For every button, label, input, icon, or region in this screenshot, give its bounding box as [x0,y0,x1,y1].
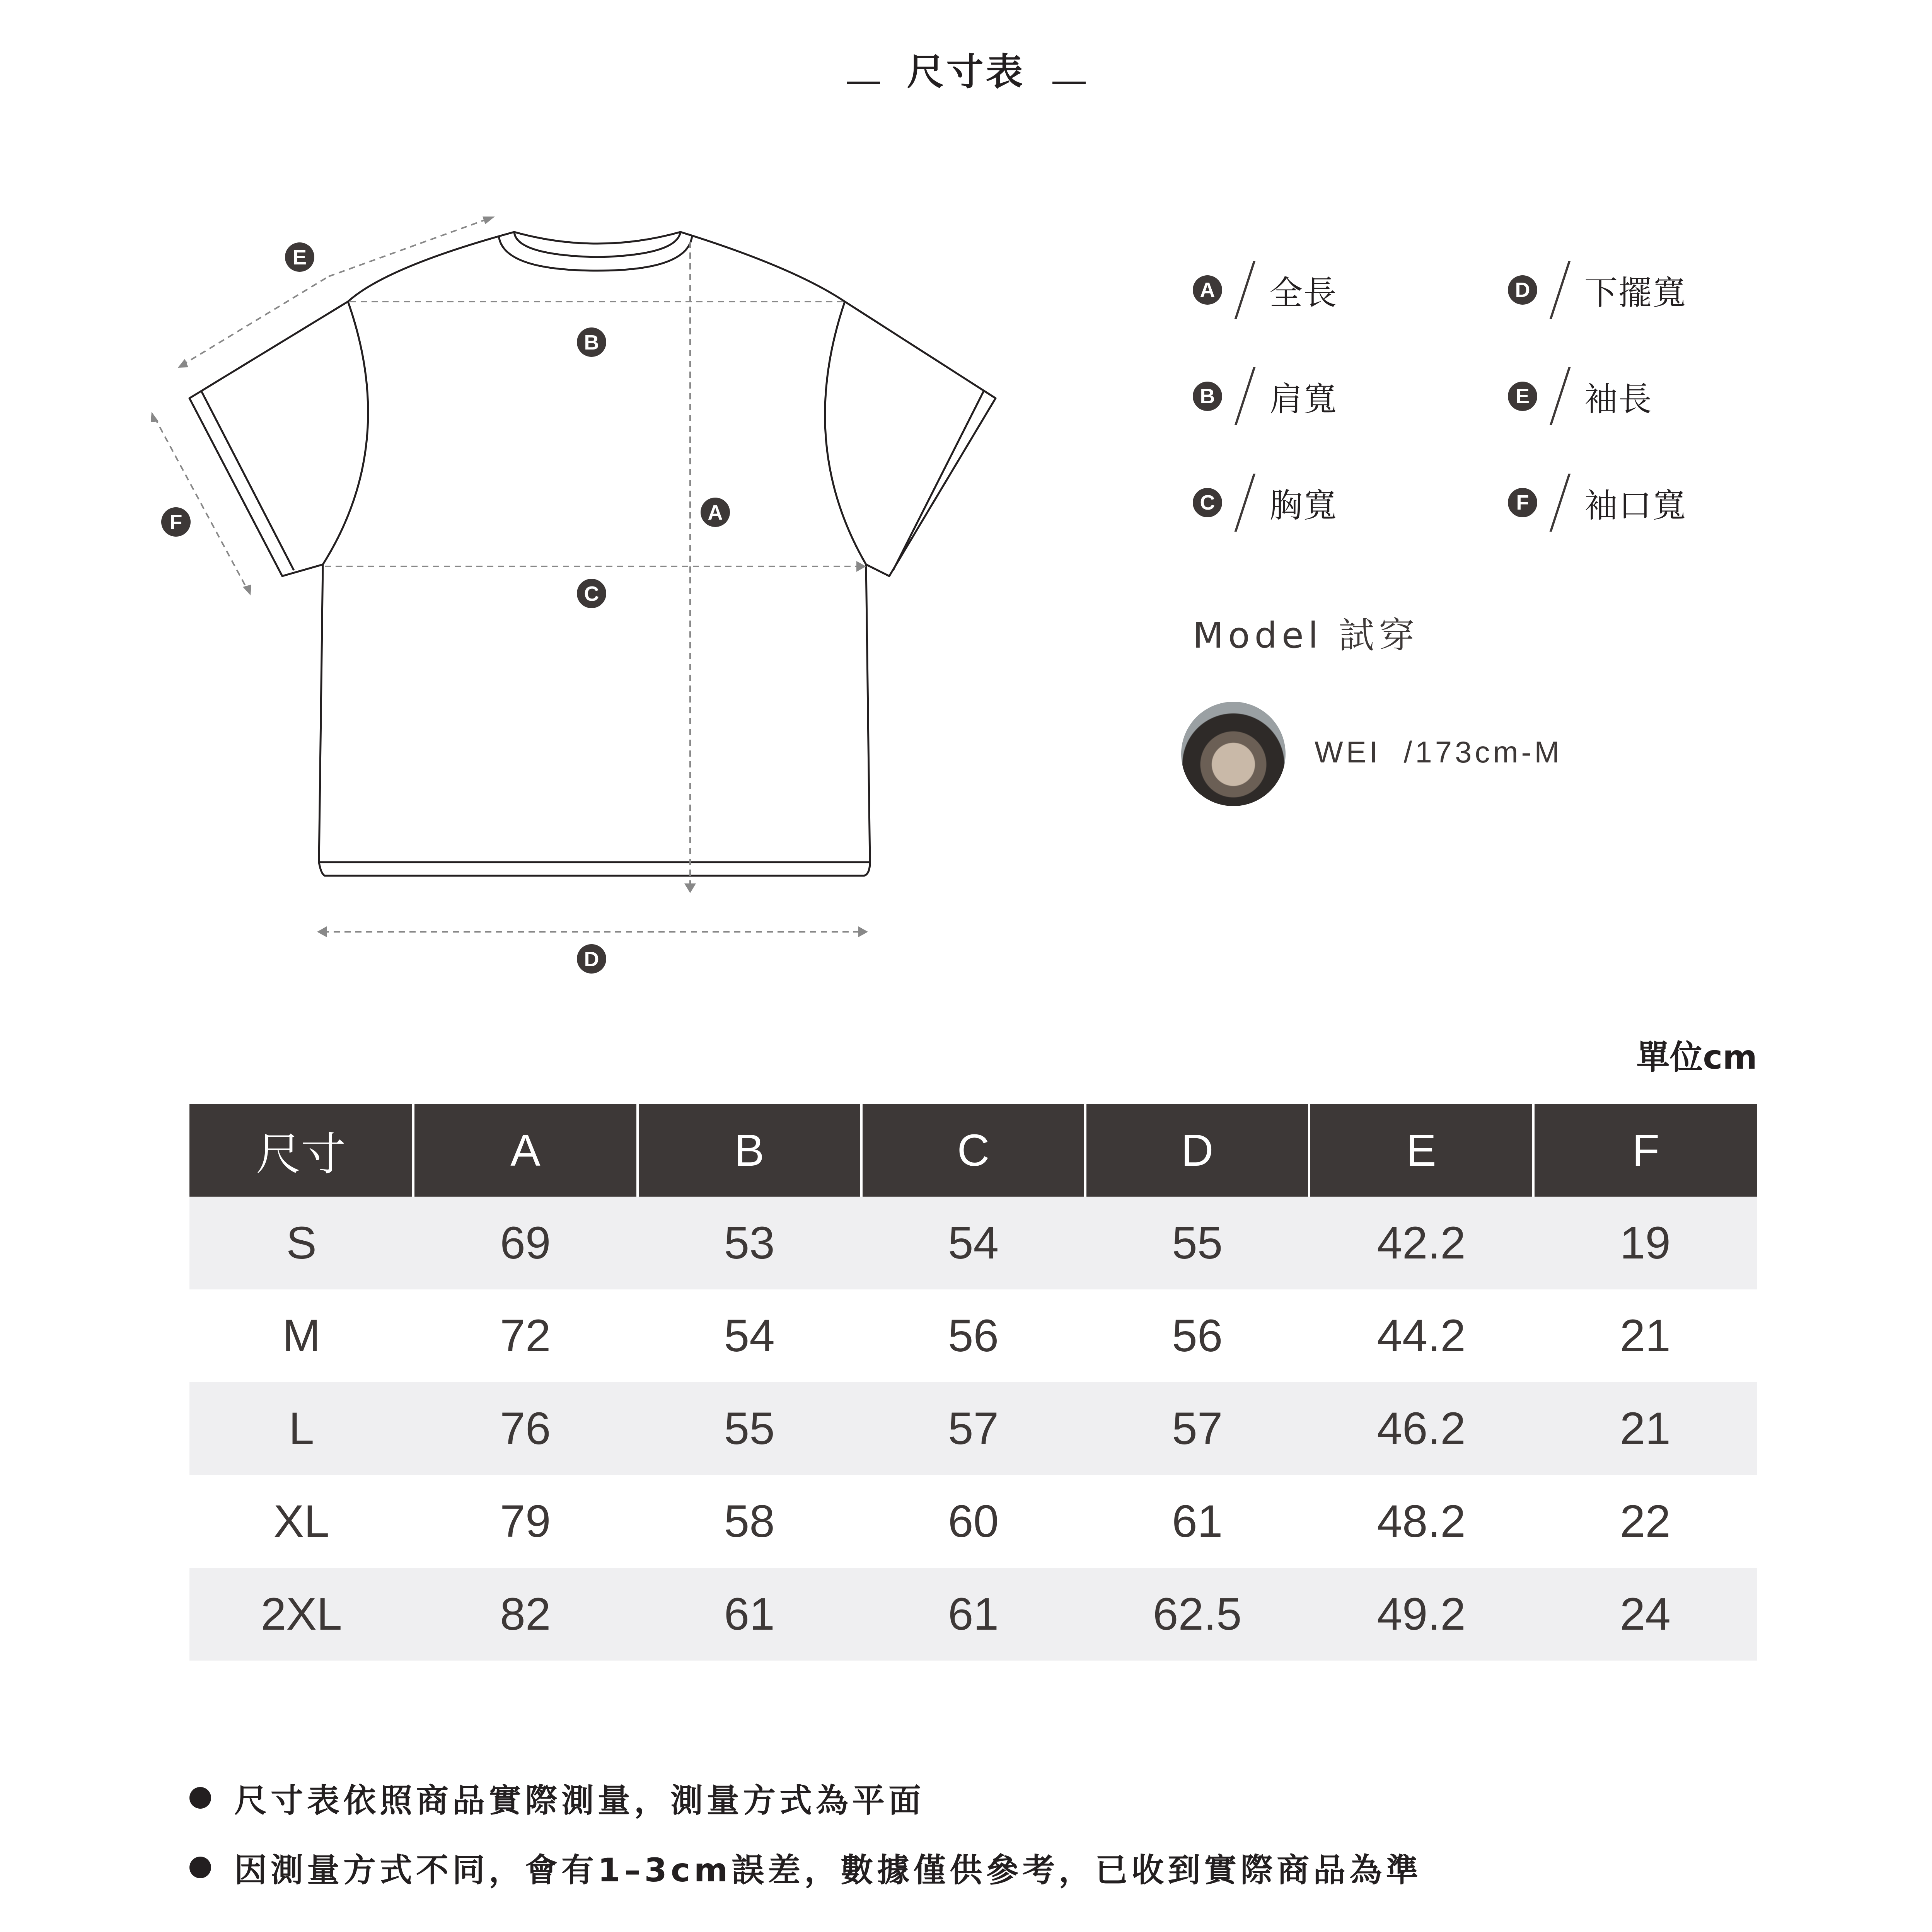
tshirt-collar [499,236,692,271]
cell-size: XL [273,1496,329,1547]
svg-text:C: C [584,582,599,605]
cell-d: 56 [1172,1310,1223,1361]
legend-d [1508,259,1686,321]
cell-d: 61 [1172,1496,1223,1547]
legend-e [1508,365,1652,427]
bullet-icon [189,1857,211,1878]
cell-size: L [189,1382,413,1475]
model-avatar [1181,702,1286,806]
size-table [189,1104,1757,1661]
legend-badge-e-icon: E [1508,382,1537,411]
measure-line-f [155,418,247,590]
cell-b: 53 [638,1197,861,1289]
armhole-left [323,302,368,564]
measure-line-e1 [182,276,329,365]
legend-f [1508,472,1686,534]
cell-b: 58 [724,1496,775,1547]
cell-f: 22 [1620,1496,1671,1547]
cell-e: 48.2 [1377,1496,1466,1547]
cell-d: 62.5 [1085,1568,1309,1661]
legend-slash [1550,261,1571,319]
cell-a: 72 [500,1310,551,1361]
model-info: WEI /173cm-M [1315,735,1563,769]
cell-c: 60 [948,1496,999,1547]
table-header-row [189,1104,1757,1197]
svg-text:F: F [169,511,182,534]
legend-slash [1550,367,1571,425]
cell-c: 54 [861,1197,1085,1289]
legend-label-a: 全長 [1269,274,1337,312]
legend-label-f: 袖口寬 [1584,486,1686,525]
legend-badge-a-icon: A [1193,275,1222,305]
header-a: A [413,1104,637,1197]
notes-list [189,1763,1422,1902]
legend-slash [1235,367,1256,425]
cell-b: 54 [724,1310,775,1361]
legend-badge-d-icon: D [1508,275,1537,305]
cell-f: 21 [1533,1382,1757,1475]
svg-text:D: D [584,948,599,971]
list-item [189,1763,1422,1833]
header-size: 尺寸 [189,1104,413,1197]
svg-text:B: B [584,331,599,354]
legend-badge-b-icon: B [1193,382,1222,411]
cell-b: 55 [638,1382,861,1475]
svg-text:A: A [708,501,723,524]
note-text: 因測量方式不同，會有1–3cm誤差，數據僅供參考，已收到實際商品為準 [234,1851,1422,1889]
cell-size: M [282,1310,321,1361]
table-row [189,1475,1757,1568]
page-title-row [0,43,1932,95]
title-dash-left [847,82,880,84]
header-d: D [1085,1104,1309,1197]
table-row [189,1289,1757,1382]
list-item [189,1833,1422,1902]
legend-b [1193,365,1337,427]
header-c: C [861,1104,1085,1197]
cell-c: 57 [861,1382,1085,1475]
cell-e: 49.2 [1309,1568,1533,1661]
armhole-right [825,302,866,564]
cell-d: 55 [1085,1197,1309,1289]
cell-c: 61 [861,1568,1085,1661]
title-dash-right [1052,82,1086,84]
cell-f: 24 [1533,1568,1757,1661]
tshirt-diagram [139,209,1028,1021]
cuff-left [201,390,294,570]
legend-label-b: 肩寬 [1269,380,1337,419]
legend-badge-c-icon: C [1193,488,1222,517]
legend-label-d: 下擺寬 [1584,274,1686,312]
legend-a [1193,259,1337,321]
unit-label: 單位cm [1636,1038,1757,1077]
cell-e: 46.2 [1309,1382,1533,1475]
cell-f: 21 [1620,1310,1671,1361]
legend-c [1193,472,1337,534]
cell-size: S [189,1197,413,1289]
legend-slash [1550,474,1571,532]
note-text: 尺寸表依照商品實際測量，測量方式為平面 [234,1781,925,1819]
table-row [189,1382,1757,1475]
cell-a: 69 [413,1197,637,1289]
cell-e: 42.2 [1309,1197,1533,1289]
cell-c: 56 [948,1310,999,1361]
cell-a: 82 [413,1568,637,1661]
table-row [189,1197,1757,1289]
legend-slash [1235,261,1256,319]
svg-text:E: E [292,246,307,269]
cell-f: 19 [1533,1197,1757,1289]
cell-b: 61 [638,1568,861,1661]
cuff-right [893,390,984,570]
cell-d: 57 [1085,1382,1309,1475]
header-e: E [1309,1104,1533,1197]
legend-label-e: 袖長 [1584,380,1652,419]
legend-slash [1235,474,1256,532]
legend-badge-f-icon: F [1508,488,1537,517]
header-f: F [1533,1104,1757,1197]
header-b: B [638,1104,861,1197]
model-heading: Model 試穿 [1193,615,1419,656]
page-title: 尺寸表 [907,50,1025,94]
cell-a: 79 [500,1496,551,1547]
table-row [189,1568,1757,1661]
legend-label-c: 胸寬 [1269,486,1337,525]
cell-e: 44.2 [1377,1310,1466,1361]
bullet-icon [189,1787,211,1809]
cell-size: 2XL [189,1568,413,1661]
cell-a: 76 [413,1382,637,1475]
